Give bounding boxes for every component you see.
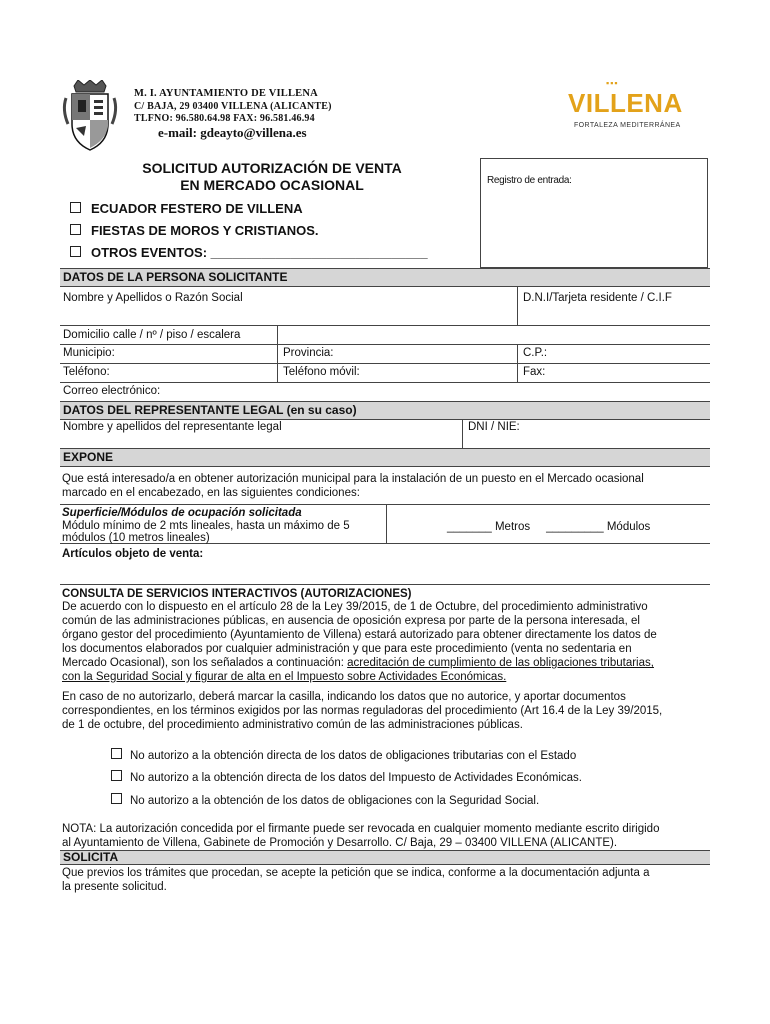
option-otros-eventos — [70, 245, 428, 260]
correo-field[interactable]: Correo electrónico: — [63, 385, 161, 397]
consulta-p1-line4: los documentos elaborados por cualquier administración y que para este procedimiento (venta no sedentaria en — [62, 643, 632, 655]
consulta-p2-line3: de 1 de octubre, del procedimiento administrativo común de las administraciones públicas. — [62, 719, 523, 731]
check-no-autorizo-seguridad-social — [111, 793, 539, 807]
superficie-line2: módulos (10 metros lineales) — [62, 532, 210, 544]
consulta-p1-line5-plain: Mercado Ocasional), son los señalados a continuación: — [62, 657, 348, 669]
section-solicitante: DATOS DE LA PERSONA SOLICITANTE — [60, 268, 710, 287]
checkbox[interactable] — [111, 793, 122, 804]
superficie-line1: Módulo mínimo de 2 mts lineales, hasta un máximo de 5 — [62, 520, 350, 532]
movil-field[interactable]: Teléfono móvil: — [283, 366, 360, 378]
consulta-p1-line6: con la Seguridad Social y figurar de alta en el Impuesto sobre Actividades Económicas. — [62, 671, 507, 683]
dni-field[interactable]: D.N.I/Tarjeta residente / C.I.F — [523, 292, 672, 304]
metros-modulos-field[interactable]: _______ Metros _________ Módulos — [447, 521, 651, 533]
expone-text-line2: marcado en el encabezado, en las siguientes condiciones: — [62, 487, 360, 499]
divider — [277, 325, 278, 382]
expone-text-line1: Que está interesado/a en obtener autorización municipal para la instalación de un puesto en el Mercado ocasional — [62, 473, 644, 485]
consulta-p1-line5 — [62, 656, 654, 670]
option-moros-cristianos — [70, 223, 319, 238]
domicilio-field[interactable]: Domicilio calle / nº / piso / escalera — [63, 329, 241, 341]
provincia-field[interactable]: Provincia: — [283, 347, 334, 359]
divider — [60, 584, 710, 585]
checkbox[interactable] — [111, 770, 122, 781]
org-name: M. I. AYUNTAMIENTO DE VILLENA — [134, 88, 318, 99]
section-expone: EXPONE — [60, 448, 710, 467]
superficie-title: Superficie/Módulos de ocupación solicitada — [62, 507, 302, 519]
checkbox[interactable] — [70, 202, 81, 213]
representante-nombre-field[interactable]: Nombre y apellidos del representante legal — [63, 421, 282, 433]
solicita-line1: Que previos los trámites que procedan, se acepte la petición que se indica, conforme a la documentación adjunta a — [62, 867, 650, 879]
checkbox[interactable] — [111, 748, 122, 759]
telefono-field[interactable]: Teléfono: — [63, 366, 110, 378]
villena-logo — [566, 80, 706, 136]
coat-of-arms-icon — [60, 80, 120, 152]
option-ecuador — [70, 201, 303, 216]
check-no-autorizo-iae — [111, 770, 582, 784]
consulta-p2-line1: En caso de no autorizarlo, deberá marcar la casilla, indicando los datos que no autorice, y aportar documentos — [62, 691, 626, 703]
org-phones: TLFNO: 96.580.64.98 FAX: 96.581.46.94 — [134, 113, 315, 124]
divider — [60, 325, 710, 326]
check-label: No autorizo a la obtención directa de los datos de obligaciones tributarias con el Estado — [130, 750, 577, 762]
check-label: No autorizo a la obtención directa de los datos del Impuesto de Actividades Económicas. — [130, 772, 582, 784]
check-no-autorizo-tributarias — [111, 748, 576, 762]
divider — [60, 363, 710, 364]
section-solicita: SOLICITA — [60, 850, 710, 865]
registro-label: Registro de entrada: — [487, 175, 572, 186]
section-representante: DATOS DEL REPRESENTANTE LEGAL (en su caso) — [60, 401, 710, 420]
divider — [386, 504, 387, 544]
consulta-p1-line5-underlined: acreditación de cumplimiento de las obligaciones tributarias, — [347, 657, 654, 669]
check-label: No autorizo a la obtención de los datos de obligaciones con la Seguridad Social. — [130, 795, 540, 807]
consulta-heading: CONSULTA DE SERVICIOS INTERACTIVOS (AUTORIZACIONES) — [62, 588, 412, 600]
option-label: ECUADOR FESTERO DE VILLENA — [91, 201, 303, 216]
nota-line2: al Ayuntamiento de Villena, Gabinete de Promoción y Desarrollo. C/ Baja, 29 – 03400 VILLENA (ALICANTE). — [62, 837, 618, 849]
municipio-field[interactable]: Municipio: — [63, 347, 115, 359]
divider — [517, 287, 518, 325]
option-label: FIESTAS DE MOROS Y CRISTIANOS. — [91, 223, 319, 238]
representante-dni-field[interactable]: DNI / NIE: — [468, 421, 520, 433]
registro-box — [480, 158, 708, 268]
cp-field[interactable]: C.P.: — [523, 347, 548, 359]
consulta-p1-line3: órgano gestor del procedimiento (Ayuntamiento de Villena) estará autorizado para obtener directamente los datos de — [62, 629, 657, 641]
consulta-p1-line1: De acuerdo con lo dispuesto en el artículo 28 de la Ley 39/2015, de 1 de Octubre, del procedimiento administrativo — [62, 601, 648, 613]
solicita-line2: la presente solicitud. — [62, 881, 167, 893]
consulta-p1-line2: común de las administraciones públicas, en ausencia de oposición expresa por parte de la persona interesada, el — [62, 615, 640, 627]
checkbox[interactable] — [70, 224, 81, 235]
nota-line1: NOTA: La autorización concedida por el firmante puede ser revocada en cualquier momento mediante escrito dirigido — [62, 823, 660, 835]
logo-tagline: FORTALEZA MEDITERRÁNEA — [574, 122, 681, 129]
option-label: OTROS EVENTOS: ______________________________ — [91, 245, 428, 260]
logo-dots: ▪▪▪ — [606, 78, 619, 88]
logo-wordmark: VILLENA — [568, 88, 683, 118]
org-email: e-mail: gdeayto@villena.es — [158, 125, 307, 140]
articulos-label[interactable]: Artículos objeto de venta: — [62, 548, 204, 560]
fax-field[interactable]: Fax: — [523, 366, 546, 378]
divider — [60, 382, 710, 383]
org-address: C/ BAJA, 29 03400 VILLENA (ALICANTE) — [134, 101, 332, 112]
checkbox[interactable] — [70, 246, 81, 257]
divider — [60, 344, 710, 345]
divider — [462, 420, 463, 448]
consulta-p2-line2: correspondientes, en los términos exigidos por las normas reguladoras del procedimiento (Art 16.4 de la Ley 39/2015, — [62, 705, 663, 717]
nombre-field[interactable]: Nombre y Apellidos o Razón Social — [63, 292, 243, 304]
form-title-line1: SOLICITUD AUTORIZACIÓN DE VENTA — [142, 160, 402, 176]
form-title-line2: EN MERCADO OCASIONAL — [180, 177, 364, 193]
